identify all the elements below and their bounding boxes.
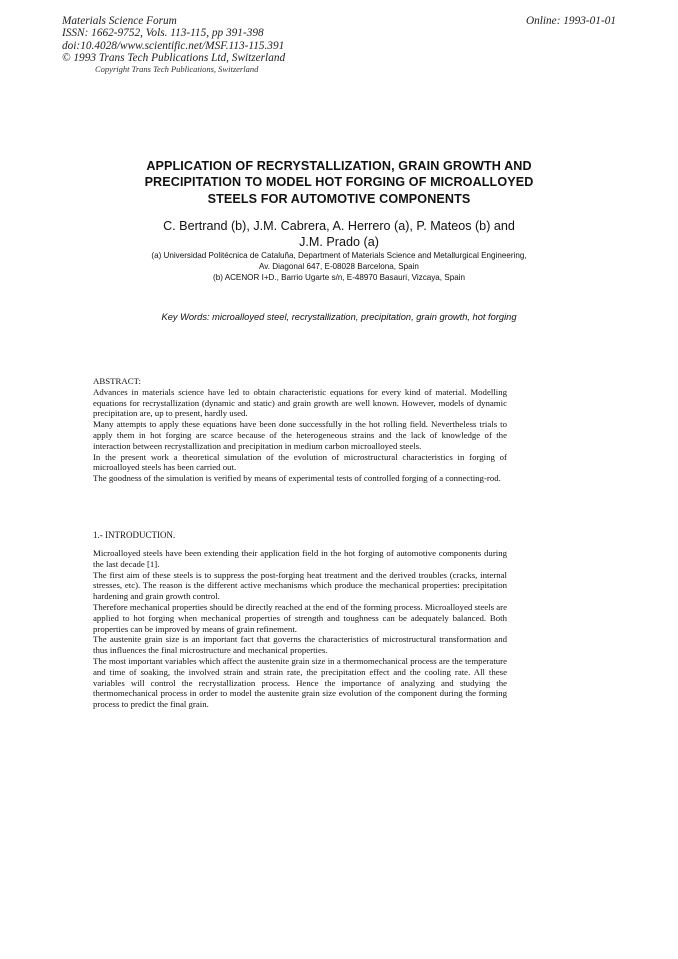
author-line: J.M. Prado (a) — [299, 234, 379, 249]
title-line: PRECIPITATION TO MODEL HOT FORGING OF MICROALLOYED — [144, 175, 534, 190]
online-date: Online: 1993-01-01 — [525, 15, 616, 27]
copyright-stamp: Copyright Trans Tech Publications, Switzerland — [95, 64, 259, 74]
intro-paragraph: The most important variables which affect the austenite grain size in a thermomechanical process are the temperature and time of soaking, the involved strain and strain rate, the precipitation effect and the cooling rate. All these variables will control the recrystallization process. Hence the importance of analyzing and studying the thermomechanical process in order to model the austenite grain size evolution of the component during the forming process to predict the final grain. — [93, 655, 507, 710]
keywords: Key Words: microalloyed steel, recrystallization, precipitation, grain growth, hot forging — [161, 312, 517, 322]
abstract-paragraph: Many attempts to apply these equations have been done successfully in the hot rolling field. Nevertheless trials to apply them in hot forging are scarce because of the heterogeneous strains and the lack of knowledge of the interaction between recrystallization and precipitation in medium carbon microalloyed steels. — [93, 419, 507, 451]
journal-name: Materials Science Forum — [62, 15, 177, 27]
abstract-paragraph: The goodness of the simulation is verified by means of experimental tests of controlled forging of a connecting-rod. — [93, 473, 501, 484]
journal-header — [62, 15, 392, 64]
abstract-section — [93, 376, 507, 484]
abstract-heading: ABSTRACT: — [93, 376, 141, 386]
author-list — [80, 219, 598, 250]
intro-paragraph: Microalloyed steels have been extending their application field in the hot forging of automotive components during the last decade [1]. — [93, 548, 507, 569]
abstract-paragraph: In the present work a theoretical simulation of the evolution of microstructural characteristics in forging of microalloyed steels has been carried out. — [93, 451, 507, 473]
intro-paragraph: The first aim of these steels is to suppress the post-forging heat treatment and the derived troubles (cracks, internal stresses, etc). The reason is the different active mechanisms which produce the mechanical properties: precipitation hardening and grain growth control. — [93, 569, 507, 602]
publisher-line: © 1993 Trans Tech Publications Ltd, Switzerland — [62, 51, 286, 64]
affiliation-line: (b) ACENOR I+D., Barrio Ugarte s/n, E-48970 Basauri, Vizcaya, Spain — [213, 273, 465, 282]
affiliation-line: Av. Diagonal 647, E-08028 Barcelona, Spain — [259, 262, 419, 271]
doi-link[interactable]: doi:10.4028/www.scientific.net/MSF.113-115.391 — [62, 39, 285, 52]
section-heading-introduction: 1.- INTRODUCTION. — [93, 530, 176, 540]
title-line: STEELS FOR AUTOMOTIVE COMPONENTS — [207, 191, 471, 206]
title-line: APPLICATION OF RECRYSTALLIZATION, GRAIN GROWTH AND — [146, 159, 532, 173]
paper-title — [80, 158, 598, 207]
affiliations — [60, 250, 618, 283]
affiliation-line: (a) Universidad Politécnica de Cataluña, Department of Materials Science and Metallurgical Engineering, — [151, 251, 527, 260]
author-line: C. Bertrand (b), J.M. Cabrera, A. Herrero (a), P. Mateos (b) and — [163, 219, 515, 233]
abstract-paragraph: Advances in materials science have led to obtain characteristic equations for every kind of material. Modelling equations for recrystallization (dynamic and static) and grain growth are well known. However, models of dynamic precipitation are, up to present, hardly used. — [93, 386, 507, 419]
introduction-section — [93, 548, 507, 710]
intro-paragraph: Therefore mechanical properties should be directly reached at the end of the forming process. Microalloyed steels are applied to hot forging when mechanical properties of strength and toughness can be adequately balanced. Both properties can be improved by means of grain refinement. — [93, 601, 507, 634]
issn-line: ISSN: 1662-9752, Vols. 113-115, pp 391-398 — [62, 27, 264, 40]
intro-paragraph: The austenite grain size is an important fact that governs the characteristics of microstructural transformation and thus influences the final microstructure and mechanical properties. — [93, 634, 507, 656]
